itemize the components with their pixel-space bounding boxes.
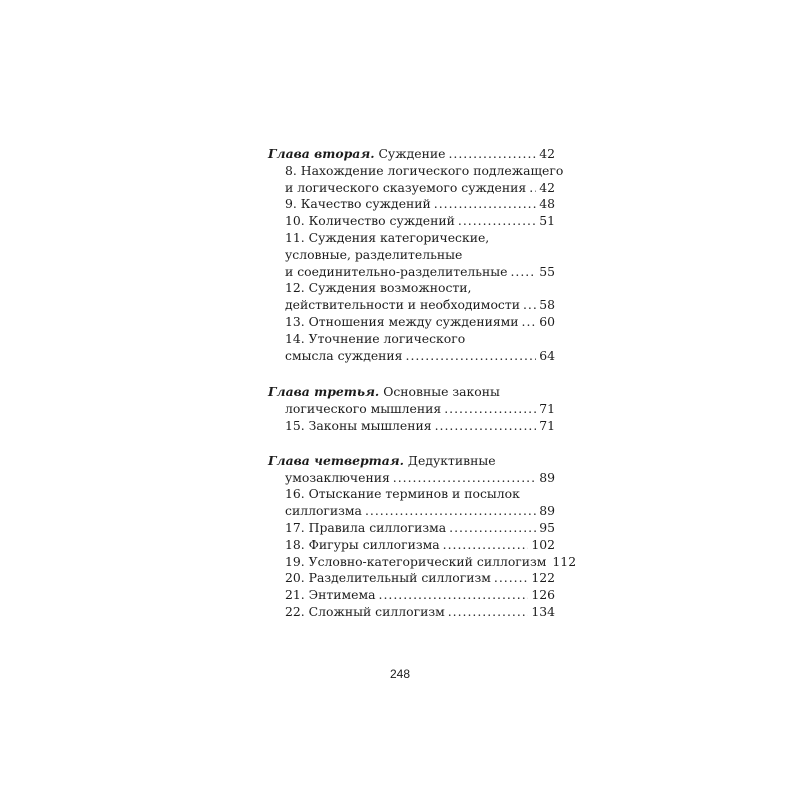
chapter-4-section [268,452,577,621]
page-ref: 71 [539,401,555,417]
leader-dots [365,503,536,520]
toc-entry[interactable]: 17. Правила силлогизма ..... 95 [268,520,555,537]
page-number: 248 [389,667,411,681]
page-ref: 64 [539,347,555,363]
toc-entry[interactable]: и соединительно-разделительные ..... 55 [268,264,555,281]
chapter-2-section [268,146,564,364]
leader-dots [494,570,528,587]
leader-dots [379,587,529,604]
page-ref: 102 [531,536,555,552]
page-ref: 126 [531,587,555,603]
chapter-title: Глава четвертая. Дедуктивные [268,452,496,468]
toc-line: 16. Отыскание терминов и посылок [285,486,520,502]
page-ref: 134 [531,603,555,619]
page-ref: 58 [539,297,555,313]
toc-line: 8. Нахождение логического подлежащего [285,162,564,178]
leader-dots [393,470,536,487]
toc-entry[interactable]: смысла суждения ..... 64 [268,348,555,365]
leader-dots [529,180,536,197]
leader-dots [523,297,536,314]
page-ref: 51 [539,213,555,229]
page-ref: 55 [539,263,555,279]
page-ref: 112 [552,553,577,569]
toc-line: 12. Суждения возможности, [285,280,472,296]
toc-entry[interactable]: силлогизма ..... 89 [268,503,555,520]
chapter-title: Глава третья. Основные законы [268,384,500,400]
leader-dots [522,314,537,331]
chapter-3-section [268,384,555,434]
page-ref: 89 [539,469,555,485]
toc-entry[interactable]: 20. Разделительный силлогизм ..... 122 [268,570,555,587]
toc-entry[interactable]: 21. Энтимема ..... 126 [268,587,555,604]
leader-dots [448,146,536,163]
section-gap [268,364,555,384]
toc-entry-chapter-3[interactable]: логического мышления ..... 71 [268,401,555,418]
page-ref: 89 [539,503,555,519]
toc-line: 11. Суждения категорические, [285,229,490,245]
toc-entry[interactable]: 9. Качество суждений ..... 48 [268,196,555,213]
toc-entry[interactable]: действительности и необходимости ..... 58 [268,297,555,314]
page-ref: 42 [539,146,555,161]
leader-dots [449,520,536,537]
leader-dots [406,348,537,365]
leader-dots [443,537,529,554]
leader-dots [444,401,536,418]
leader-dots [434,196,536,213]
page-ref: 71 [539,417,555,433]
leader-dots [458,213,536,230]
toc-entry[interactable]: 15. Законы мышления ..... 71 [268,418,555,435]
toc-entry[interactable]: и логического сказуемого суждения ..... 42 [268,180,555,197]
leader-dots [435,418,537,435]
page-ref: 95 [539,519,555,535]
toc-entry[interactable]: 13. Отношения между суждениями ..... 60 [268,314,555,331]
toc-entry-chapter-4[interactable]: умозаключения ..... 89 [268,470,555,487]
page-ref: 60 [539,313,555,329]
toc-entry[interactable]: 18. Фигуры силлогизма ..... 102 [268,537,555,554]
leader-dots [510,264,536,281]
chapter-title: Глава вторая. Суждение [268,146,446,161]
page-ref: 42 [539,179,555,195]
toc-entry[interactable]: 19. Условно-категорический силлогизм 112 [285,553,577,569]
toc-entry-chapter-2[interactable] [268,146,555,163]
leader-dots [448,604,529,621]
toc-entry[interactable]: 10. Количество суждений ..... 51 [268,213,555,230]
toc-entry[interactable]: 22. Сложный силлогизм ..... 134 [268,604,555,621]
page-ref: 122 [531,570,555,586]
section-gap [268,435,555,453]
table-of-contents [268,146,577,621]
toc-line: 14. Уточнение логического [285,330,466,346]
page-ref: 48 [539,196,555,212]
toc-line: условные, разделительные [285,246,463,262]
